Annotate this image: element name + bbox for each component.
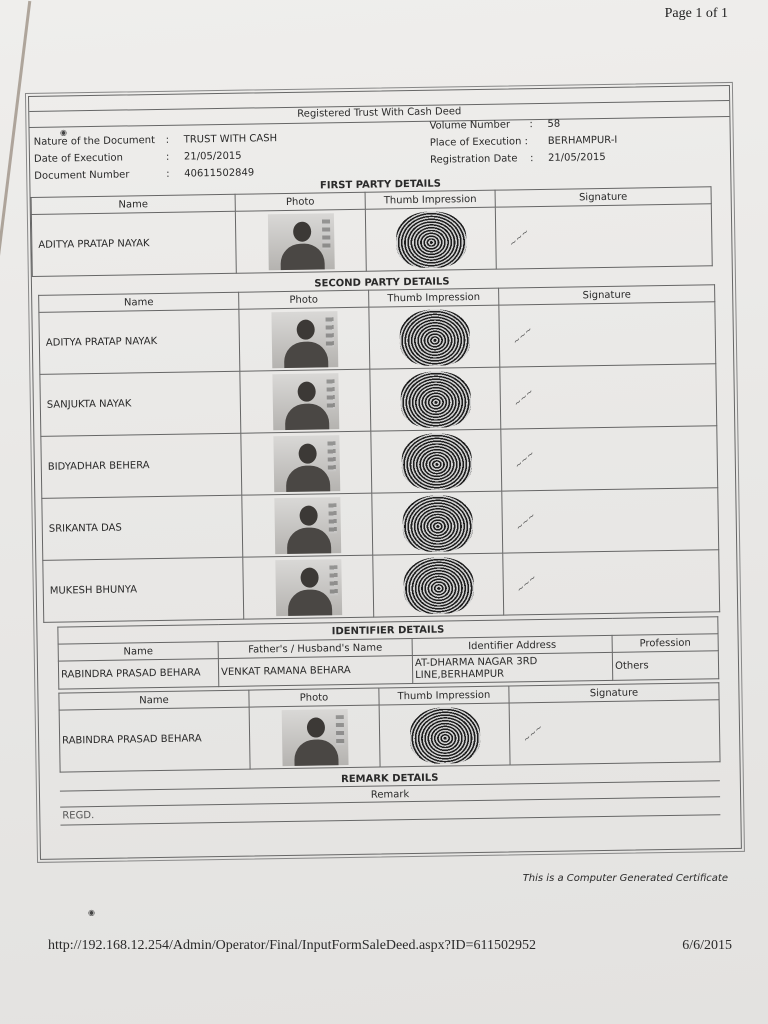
person-photo bbox=[272, 373, 339, 430]
col-signature: Signature bbox=[499, 285, 715, 305]
print-url: http://192.168.12.254/Admin/Operator/Final/InputFormSaleDeed.aspx?ID=611502952 bbox=[48, 938, 536, 953]
second-party-table bbox=[38, 284, 720, 623]
thumbprint-image bbox=[400, 371, 471, 428]
place-label: Place of Execution : bbox=[429, 136, 529, 149]
table-row bbox=[43, 550, 720, 623]
thumbprint-image bbox=[402, 495, 473, 552]
thumbprint-image bbox=[399, 309, 470, 366]
thumbprint-image bbox=[401, 433, 472, 490]
document-title: Registered Trust With Cash Deed bbox=[297, 106, 462, 120]
execution-label: Date of Execution bbox=[33, 152, 124, 165]
col-signature: Signature bbox=[509, 683, 719, 703]
person-photo bbox=[281, 709, 348, 766]
signature-image: ~~~ bbox=[512, 387, 536, 410]
identifier-title: IDENTIFIER DETAILS bbox=[58, 617, 718, 644]
divider bbox=[60, 814, 720, 825]
thumbprint-image bbox=[403, 557, 474, 614]
place-value: BERHAMPUR-I bbox=[547, 134, 618, 147]
remark-value: REGD. bbox=[62, 810, 95, 822]
col-photo: Photo bbox=[249, 688, 379, 707]
person-photo bbox=[271, 311, 338, 368]
party-name: ADITYA PRATAP NAYAK bbox=[39, 309, 240, 374]
signature-image: ~~~ bbox=[514, 511, 538, 534]
col-signature: Signature bbox=[495, 187, 711, 207]
col-name: Name bbox=[58, 642, 218, 662]
doc-number-value: 40611502849 bbox=[184, 167, 255, 180]
person-photo bbox=[274, 497, 341, 554]
volume-value: 58 bbox=[547, 118, 561, 130]
party-name: ADITYA PRATAP NAYAK bbox=[31, 211, 236, 276]
signature-image: ~~~ bbox=[507, 227, 532, 250]
thumbprint-image bbox=[409, 706, 480, 763]
identifier-address: AT-DHARMA NAGAR 3RD LINE,BERHAMPUR bbox=[412, 652, 612, 683]
col-name: Name bbox=[31, 194, 235, 214]
nature-value: TRUST WITH CASH bbox=[183, 133, 278, 146]
identifier-photo-table bbox=[58, 682, 720, 772]
table-row bbox=[39, 302, 716, 375]
table-row bbox=[40, 364, 717, 437]
signature-image: ~~~ bbox=[521, 722, 546, 746]
identifier-name: RABINDRA PRASAD BEHARA bbox=[59, 707, 250, 772]
document-meta-left: Nature of the Document : TRUST WITH CASH Date of Execution : 21/05/2015 Document Number : 40611502849 bbox=[34, 133, 278, 188]
person-photo bbox=[273, 435, 340, 492]
col-thumb: Thumb Impression bbox=[369, 288, 499, 307]
paper-fold bbox=[0, 1, 31, 299]
signature-image: ~~~ bbox=[513, 449, 537, 472]
document-meta-right: Volume Number : 58 Place of Execution : BERHAMPUR-I Registration Date : 21/05/2015 bbox=[429, 118, 617, 172]
execution-value: 21/05/2015 bbox=[183, 150, 242, 163]
identifier-name: RABINDRA PRASAD BEHARA bbox=[58, 659, 218, 690]
table-row bbox=[31, 204, 712, 277]
party-name: SRIKANTA DAS bbox=[42, 495, 243, 560]
signature-image: ~~~ bbox=[515, 573, 539, 596]
identifier-profession: Others bbox=[612, 651, 718, 681]
col-father: Father's / Husband's Name bbox=[218, 639, 412, 659]
punch-mark: ◉ bbox=[88, 908, 95, 917]
table-row bbox=[59, 700, 720, 772]
page-number: Page 1 of 1 bbox=[664, 6, 728, 21]
col-address: Identifier Address bbox=[412, 635, 612, 655]
col-thumb: Thumb Impression bbox=[379, 686, 509, 705]
nature-label: Nature of the Document bbox=[33, 135, 156, 148]
signature-image: ~~~ bbox=[511, 325, 535, 348]
certificate-note: This is a Computer Generated Certificate bbox=[522, 873, 728, 884]
first-party-title: FIRST PARTY DETAILS bbox=[319, 178, 441, 192]
remark-label: Remark bbox=[370, 789, 410, 801]
party-name: MUKESH BHUNYA bbox=[43, 557, 244, 622]
second-party-title: SECOND PARTY DETAILS bbox=[314, 276, 450, 290]
table-row bbox=[41, 426, 718, 499]
col-photo: Photo bbox=[239, 290, 369, 309]
col-name: Name bbox=[59, 690, 249, 710]
doc-number-label: Document Number bbox=[34, 169, 130, 182]
first-party-table bbox=[31, 186, 713, 277]
party-name: SANJUKTA NAYAK bbox=[40, 371, 241, 436]
identifier-father: VENKAT RAMANA BEHARA bbox=[218, 656, 412, 687]
person-photo bbox=[267, 213, 334, 270]
reg-date-label: Registration Date bbox=[429, 153, 518, 166]
remark-title: REMARK DETAILS bbox=[341, 772, 439, 786]
deed-form bbox=[28, 85, 742, 860]
thumbprint-image bbox=[395, 211, 466, 268]
col-thumb: Thumb Impression bbox=[365, 190, 495, 209]
person-photo bbox=[275, 559, 342, 616]
col-photo: Photo bbox=[235, 192, 365, 211]
print-date: 6/6/2015 bbox=[682, 938, 732, 953]
volume-label: Volume Number bbox=[429, 119, 511, 132]
col-profession: Profession bbox=[612, 634, 718, 653]
col-name: Name bbox=[39, 292, 239, 312]
party-name: BIDYADHAR BEHERA bbox=[41, 433, 242, 498]
reg-date-value: 21/05/2015 bbox=[547, 151, 606, 164]
table-row bbox=[42, 488, 719, 561]
identifier-table bbox=[57, 616, 719, 689]
punch-mark: ◉ bbox=[60, 128, 67, 137]
